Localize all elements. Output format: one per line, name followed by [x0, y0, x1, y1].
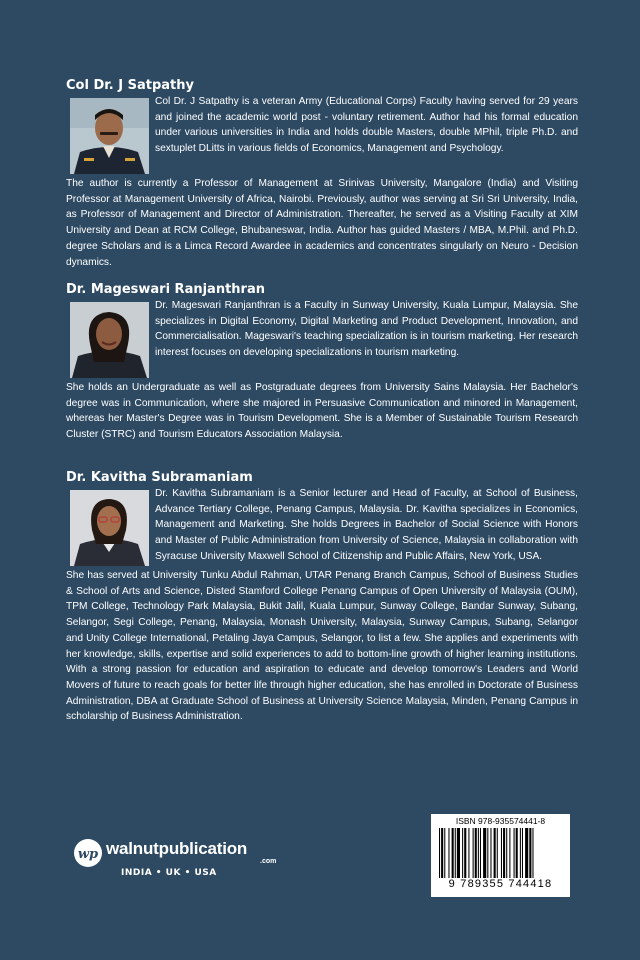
author-bio: Dr. Mageswari Ranjanthran is a Faculty in Sunway University, Kuala Lumpur, Malaysia. She specializes in Digital Economy, Digital Marketing and Product Development, Innovation, and Commercialisation. Mageswari's teaching specialization is in tourism marketing. Her research interest focuses on developing specializations in tourism marketing.: [155, 300, 578, 359]
author-block-ranjanthran: [66, 282, 578, 443]
isbn-digits: 9 789355 744418: [448, 878, 553, 890]
barcode-bar: [462, 828, 463, 878]
barcode-bars: [439, 828, 563, 878]
barcode-bar: [525, 828, 528, 878]
barcode-bar: [506, 828, 507, 878]
author-bio-continued: She has served at University Tunku Abdul Rahman, UTAR Penang Branch Campus, School of Business Studies & School of Arts and Science, Disted Stamford College Penang Campus of Open University of Malaysia (OUM), TPM College, Technology Park Malaysia, Bukit Jalil, Kuala Lumpur, Sunway College, Bandar Sunway, Subang, Selangor, Segi College, Penang, Malaysia, Monash University, Malaysia, Sunway Campus, Subang, Selangor and Unity College International, Petaling Jaya Campus, Selangor, to list a few. She applies and experiments with her knowledge, skills, expertise and solid experiences to add to bottom-line growth of higher learning institutions. With a strong passion for education and aspiration to educate and develop tomorrow's Leaders and World Movers of future to reach goals for better life through higher education, she has enrolled in Doctorate of Business Administration, DBA at Graduate School of Business at University Science Malaysia, Minden, Penang Campus in scholarship of Business Administration.: [66, 570, 578, 723]
author-bio-continued: She holds an Undergraduate as well as Postgraduate degrees from University Sains Malaysia. Her Bachelor's degree was in Communication, where she majored in Persuasive Communication and minored in Management, whereas her Master's Degree was in Tourism Development. She is a Member of Sustainable Tourism Research Cluster (STRC) and Tourism Educators Association Malaysia.: [66, 382, 578, 441]
barcode-bar: [483, 828, 486, 878]
logo-mark-text: wp: [77, 847, 99, 862]
barcode-bar: [473, 828, 474, 878]
barcode-bar: [448, 828, 449, 878]
barcode-bar: [464, 828, 466, 878]
author-block-subramaniam: [66, 470, 578, 725]
barcode-bar: [520, 828, 521, 878]
barcode-bar: [455, 828, 456, 878]
author-name: Col Dr. J Satpathy: [66, 78, 195, 93]
author-photo: [70, 490, 149, 566]
author-photo: [70, 302, 149, 378]
barcode-bar: [490, 828, 491, 878]
barcode-bar: [503, 828, 505, 878]
barcode-bar: [452, 828, 454, 878]
barcode-bar: [478, 828, 479, 878]
barcode-bar: [509, 828, 510, 878]
author-photo: [70, 98, 149, 174]
barcode-bar: [516, 828, 518, 878]
author-bio-continued: The author is currently a Professor of Management at Srinivas University, Mangalore (India) and Visiting Professor at Management University of Africa, Nairobi. Previously, author was serving at Sri Sri University, India, as Professor of Management and Director of Administration. Thereafter, he served as a Visiting Faculty at XIM University and Dean at RCM College, Bhubaneswar, India. Author has guided Masters / MBA, M.Phil. and Ph.D. degree Scholars and is a Limca Record Awardee in academics and concentrates singularly on Neuro - Decision dynamics.: [66, 178, 578, 268]
publisher-domain-suffix: .com: [260, 858, 277, 865]
barcode-bar: [497, 828, 498, 878]
barcode-bar: [532, 828, 533, 878]
author-bio: Col Dr. J Satpathy is a veteran Army (Educational Corps) Faculty having served for 29 years and joined the academic world post - voluntary retirement. Author had his formal education under various universities in India and holds double Masters, double MPhil, triple Ph.D. and sextuplet DLitts in various fields of Economics, Management and Psychology.: [155, 96, 578, 155]
barcode-bar: [480, 828, 481, 878]
publisher-regions: INDIA • UK • USA: [121, 868, 217, 878]
publisher-name: walnutpublication: [106, 839, 248, 858]
barcode-bar: [501, 828, 502, 878]
author-bio: Dr. Kavitha Subramaniam is a Senior lecturer and Head of Faculty, at School of Business, Advance Tertiary College, Penang Campus, Malaysia. Dr. Kavitha specializes in Economics, Management and Marketing. She holds Degrees in Bachelor of Social Science with Honors and Master of Public Administration from University of Science, Malaysia in collaboration with Syracuse University Maxwell School of Citizenship and Public Affairs, New York, USA.: [155, 488, 578, 562]
author-block-satpathy: [66, 78, 578, 270]
author-name: Dr. Kavitha Subramaniam: [66, 470, 253, 485]
barcode-bar: [444, 828, 445, 878]
author-name: Dr. Mageswari Ranjanthran: [66, 282, 265, 297]
barcode-bar: [529, 828, 531, 878]
barcode-bar: [475, 828, 477, 878]
barcode-bar: [487, 828, 488, 878]
isbn-barcode: [431, 814, 570, 897]
barcode-bar: [457, 828, 460, 878]
barcode-bar: [514, 828, 515, 878]
barcode-bar: [522, 828, 523, 878]
isbn-label: ISBN 978-935574441-8: [455, 816, 546, 826]
barcode-bar: [494, 828, 496, 878]
barcode-bar: [439, 828, 440, 878]
barcode-bar: [441, 828, 443, 878]
walnut-logo-icon: [74, 839, 102, 867]
barcode-bar: [468, 828, 469, 878]
